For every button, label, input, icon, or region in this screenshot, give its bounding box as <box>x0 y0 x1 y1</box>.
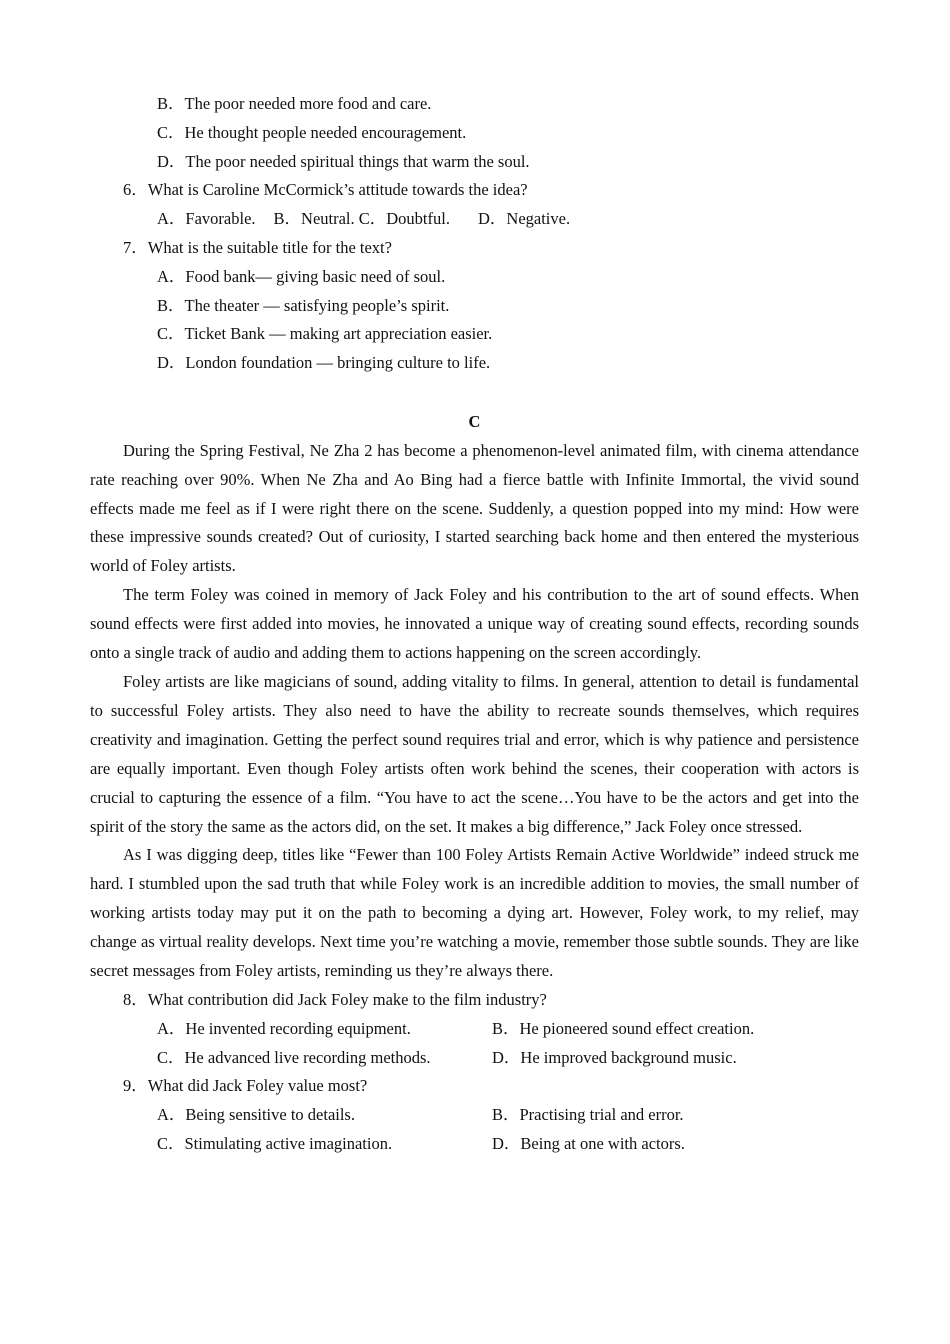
q5-option-d: D．The poor needed spiritual things that warm the soul. <box>157 151 530 171</box>
q9-option-b: B．Practising trial and error. <box>492 1105 684 1125</box>
q9-stem: 9．What did Jack Foley value most? <box>123 1076 368 1096</box>
section-heading: C <box>468 411 481 431</box>
passage-paragraph-4: As I was digging deep, titles like “Fewer than 100 Foley Artists Remain Active Worldwide” indeed struck me hard. I stumbled upon the sad truth that while Foley work is an incredible addition to movies, the small number of working artists today may put it on the path to becoming a dying art. However, Foley work, to my relief, may change as virtual reality develops. Next time you’re watching a movie, remember those subtle sounds. They are like secret messages from Foley artists, reminding us they’re always there. <box>90 845 859 981</box>
q7-option-c: C．Ticket Bank — making art appreciation easier. <box>157 324 493 344</box>
q8-option-d: D．He improved background music. <box>492 1047 737 1067</box>
q6-option-bc: B．Neutral. C．Doubtful. <box>273 209 450 229</box>
q6-option-d: D．Negative. <box>477 209 571 229</box>
q5-option-b: B．The poor needed more food and care. <box>157 94 432 113</box>
q8-options-row-1 <box>90 1015 859 1044</box>
q9-options-row-2 <box>90 1130 859 1159</box>
q7-option-a: A．Food bank— giving basic need of soul. <box>157 266 446 286</box>
q7-option-d: D．London foundation — bringing culture to life. <box>157 353 491 373</box>
q6-option-a: A．Favorable. <box>157 209 256 229</box>
q8-option-c: C．He advanced live recording methods. <box>157 1047 431 1067</box>
q6-stem: 6．What is Caroline McCormick’s attitude towards the idea? <box>123 180 528 200</box>
passage-paragraph-3: Foley artists are like magicians of sound, adding vitality to films. In general, attention to detail is fundamental to successful Foley artists. They also need to have the ability to recreate sounds themselves, which requires creativity and imagination. Getting the perfect sound requires trial and error, which is why patience and persistence are equally important. Even though Foley artists often work behind the scenes, their cooperation with actors is crucial to capturing the essence of a film. “You have to act the scene…You have to be the actors and get into the spirit of the story the same as the actors did, on the set. It makes a big difference,” Jack Foley once stressed. <box>90 672 859 836</box>
passage-paragraph-2: The term Foley was coined in memory of Jack Foley and his contribution to the art of sound effects. When sound effects were first added into movies, he innovated a unique way of creating sound effects, recording sounds onto a single track of audio and adding them to actions happening on the screen accordingly. <box>90 585 859 663</box>
q9-options-row-1 <box>90 1101 859 1130</box>
q8-stem: 8．What contribution did Jack Foley make to the film industry? <box>123 989 547 1009</box>
q7-option-b: B．The theater — satisfying people’s spirit. <box>157 295 450 315</box>
q9-option-c: C．Stimulating active imagination. <box>157 1133 393 1153</box>
q9-option-d: D．Being at one with actors. <box>492 1133 685 1153</box>
q7-stem: 7．What is the suitable title for the text? <box>123 237 392 257</box>
q6-options <box>90 205 859 234</box>
q8-options-row-2 <box>90 1044 859 1073</box>
q5-option-c: C．He thought people needed encouragement. <box>157 122 467 142</box>
passage-paragraph-1: During the Spring Festival, Ne Zha 2 has become a phenomenon-level animated film, with cinema attendance rate reaching over 90%. When Ne Zha and Ao Bing had a fierce battle with Infinite Immortal, the vivid sound effects made me feel as if I were right there on the scene. Suddenly, a question popped into my mind: How were these impressive sounds created? Out of curiosity, I started searching back home and then entered the mysterious world of Foley artists. <box>90 440 859 576</box>
exam-page <box>90 90 859 1159</box>
q8-option-b: B．He pioneered sound effect creation. <box>492 1018 755 1038</box>
q8-option-a: A．He invented recording equipment. <box>157 1018 411 1038</box>
q9-option-a: A．Being sensitive to details. <box>157 1105 355 1125</box>
